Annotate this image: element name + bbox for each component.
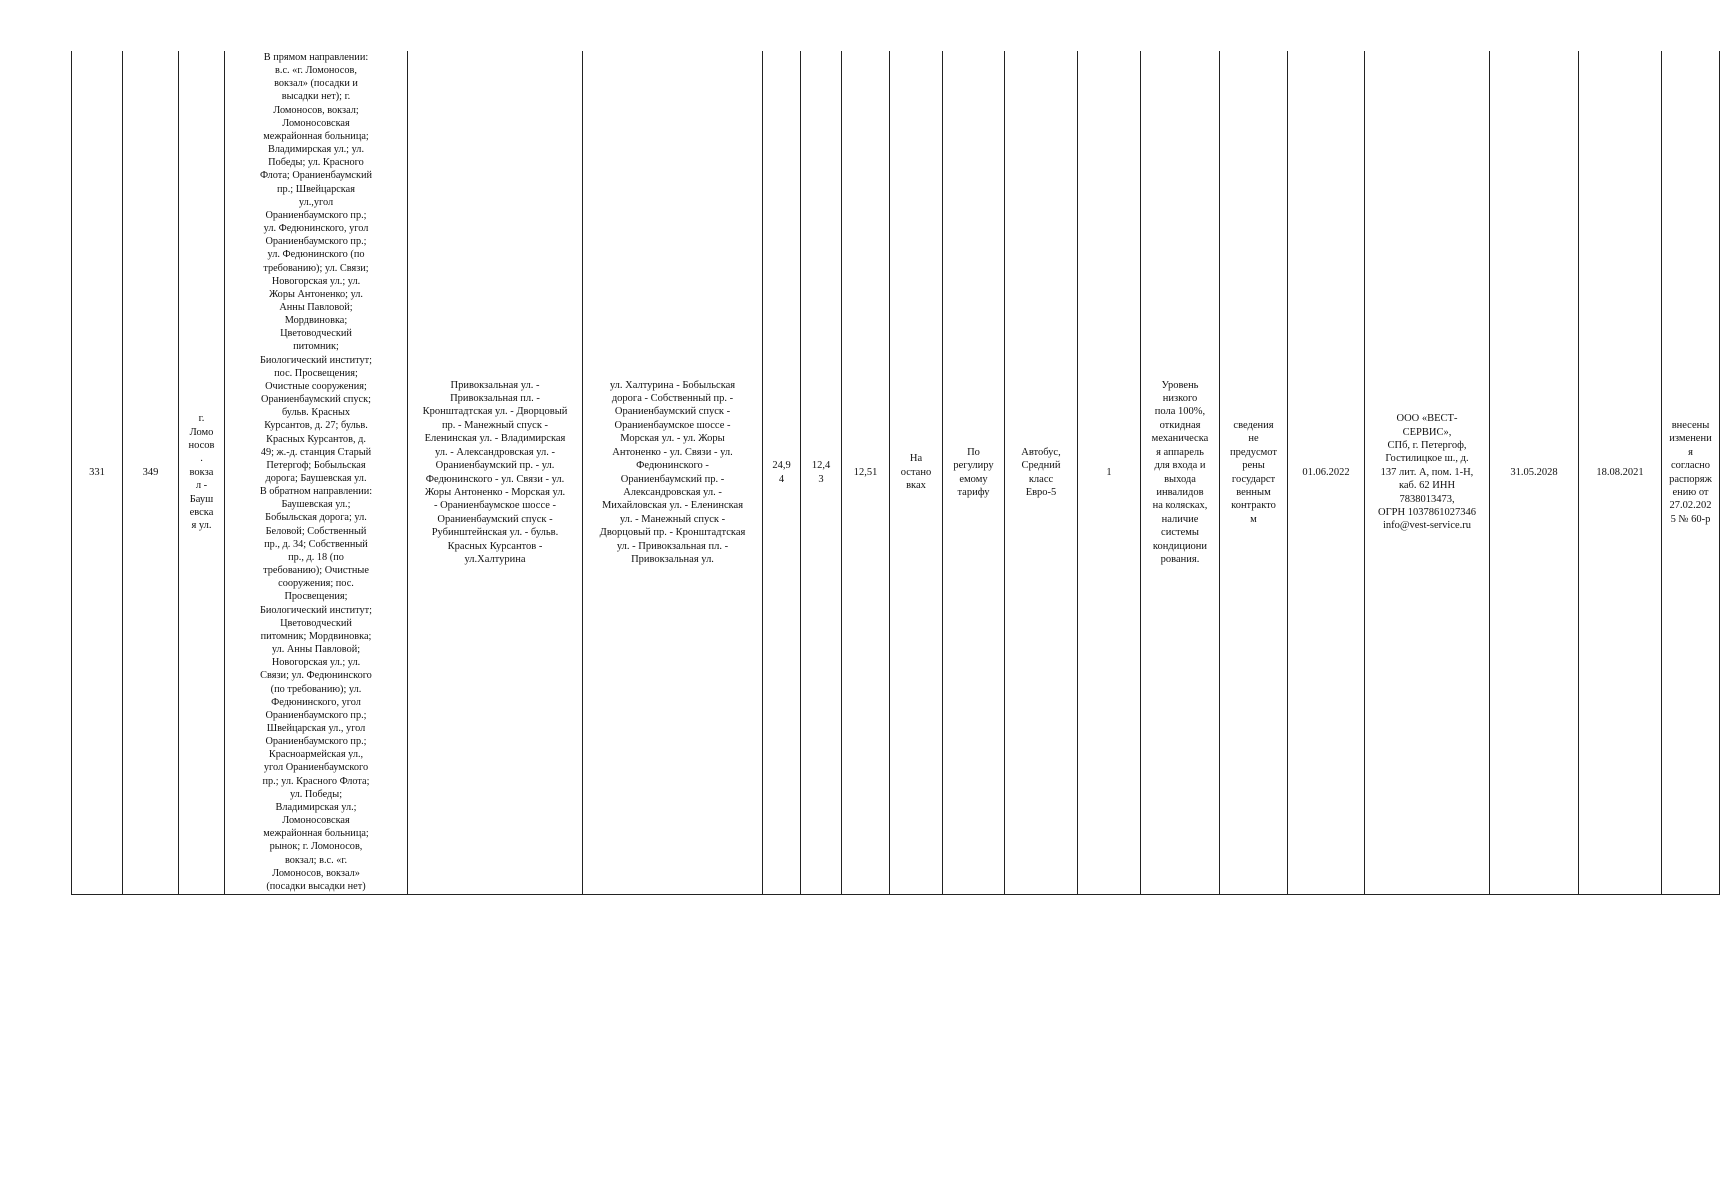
text-line: В обратном направлении: bbox=[259, 486, 373, 498]
text-line: не bbox=[1248, 433, 1259, 445]
text-line: Александровская ул. - bbox=[623, 486, 722, 498]
text-line: Ораниенбаумского пр.; bbox=[265, 236, 367, 248]
text-line: пола 100%, bbox=[1154, 406, 1206, 418]
text-line: пр., д. 18 (по bbox=[288, 551, 344, 563]
route-length-total-cell bbox=[763, 51, 801, 895]
text-line: Михайловская ул. - Еленинская bbox=[601, 500, 744, 512]
text-line: ул. - Александровская ул. - bbox=[434, 446, 556, 458]
text-line: Бобыльская дорога; ул. bbox=[265, 512, 367, 524]
text-line: Автобус, bbox=[1021, 446, 1061, 458]
text-line: кондициони bbox=[1152, 540, 1208, 552]
text-line: питомник; Мордвиновка; bbox=[260, 630, 372, 642]
text-line: Ломоносов, вокзал; bbox=[273, 104, 359, 116]
text-line: Уровень bbox=[1161, 379, 1199, 391]
text-line: класс bbox=[1028, 473, 1054, 485]
end-date-cell: 31.05.2028 bbox=[1490, 51, 1579, 895]
text-line: питомник; bbox=[293, 341, 339, 353]
text-line: Привокзальная ул. bbox=[631, 553, 714, 565]
text-line: Красных Курсантов - bbox=[447, 540, 543, 552]
text-line: По bbox=[967, 446, 980, 458]
text-line: Жоры Антоненко; ул. bbox=[268, 288, 363, 300]
text-line: межрайонная больница; bbox=[263, 130, 369, 142]
text-line: предусмот bbox=[1230, 446, 1277, 458]
text-line: низкого bbox=[1162, 393, 1198, 405]
text-line: Гостилицкое ш., д. bbox=[1385, 453, 1469, 465]
text-line: в.с. «г. Ломоносов, bbox=[275, 65, 357, 77]
carrier-info-cell bbox=[1365, 51, 1490, 895]
text-line: 49; ж.-д. станция Старый bbox=[260, 446, 372, 458]
text-line: Курсантов, д. 27; бульв. bbox=[264, 420, 368, 432]
text-line: Красных Курсантов, д. bbox=[266, 433, 366, 445]
text-line: На bbox=[909, 453, 923, 465]
text-line: 3 bbox=[818, 473, 824, 485]
contract-info-cell bbox=[1220, 51, 1288, 895]
text-line: Ораниенбаумский пр. - bbox=[620, 473, 725, 485]
text-line: Ораниенбаумский спуск - bbox=[437, 513, 553, 525]
text-line: Биологический институт; bbox=[259, 604, 373, 616]
text-line: пр. - Манежный спуск - bbox=[441, 419, 549, 431]
text-line: контракто bbox=[1231, 500, 1276, 512]
text-line: Жоры Антоненко - Морская ул. bbox=[424, 486, 566, 498]
text-line: рены bbox=[1242, 460, 1265, 472]
streets-backward-cell bbox=[583, 51, 763, 895]
certificate-date-cell: 18.08.2021 bbox=[1579, 51, 1662, 895]
text-line: (по требованию); ул. bbox=[270, 683, 362, 695]
text-line: дорога; Баушевская ул. bbox=[265, 473, 367, 484]
text-line: ул. Победы; bbox=[289, 788, 343, 800]
text-line: Швейцарская ул., угол bbox=[266, 722, 366, 734]
text-line: Просвещения; bbox=[284, 591, 348, 603]
text-line: Ораниенбаумское шоссе - bbox=[614, 419, 731, 431]
text-line: СЕРВИС», bbox=[1402, 426, 1452, 438]
text-line: ул. Федюнинского, угол bbox=[263, 223, 369, 235]
text-line: 27.02.202 bbox=[1669, 500, 1712, 512]
text-line: Цветоводческий bbox=[280, 328, 352, 340]
text-line: Новогорская ул.; ул. bbox=[271, 657, 361, 669]
text-line: изменени bbox=[1669, 433, 1712, 445]
vehicle-features-cell bbox=[1141, 51, 1220, 895]
text-line: инвалидов bbox=[1156, 486, 1204, 498]
text-line: Ораниенбаумского пр.; bbox=[265, 209, 367, 221]
text-line: откидная bbox=[1159, 419, 1201, 431]
notes-cell bbox=[1662, 51, 1720, 895]
text-line: дорога - Собственный пр. - bbox=[611, 393, 734, 405]
text-line: ул. Анны Павловой; bbox=[271, 644, 361, 656]
text-line: Кронштадтская ул. - Дворцовый bbox=[422, 406, 568, 418]
text-line: Дворцовый пр. - Кронштадтская bbox=[599, 527, 746, 539]
text-line: (посадки высадки нет) bbox=[266, 880, 366, 892]
text-line: Средний bbox=[1021, 460, 1061, 472]
text-line: info@vest-service.ru bbox=[1382, 520, 1472, 532]
text-line: Ораниенбаумского пр.; bbox=[265, 736, 367, 748]
text-line: требованию); Очистные bbox=[263, 565, 369, 577]
text-line: Петергоф; Бобыльская bbox=[266, 459, 366, 471]
text-line: тарифу bbox=[957, 486, 990, 498]
text-line: пр.; ул. Красного Флота; bbox=[262, 775, 370, 787]
text-line: ООО «ВЕСТ- bbox=[1396, 413, 1458, 425]
stops-list-cell bbox=[225, 51, 408, 895]
text-line: высадки нет); г. bbox=[281, 91, 351, 103]
text-line: Ломоносов, вокзал» bbox=[272, 867, 360, 879]
text-line: для входа и bbox=[1154, 460, 1206, 472]
text-line: Еленинская ул. - Владимирская bbox=[424, 433, 566, 445]
text-line: бульв. Красных bbox=[281, 407, 351, 419]
tariff-type-cell bbox=[943, 51, 1005, 895]
text-line: вокзал; в.с. «г. bbox=[284, 854, 348, 866]
text-line: сведения bbox=[1233, 419, 1274, 431]
text-line: 12,4 bbox=[811, 460, 831, 472]
text-line: государст bbox=[1231, 473, 1276, 485]
text-line: Новогорская ул.; ул. bbox=[271, 275, 361, 287]
text-line: Ораниенбаумского пр.; bbox=[265, 709, 367, 721]
text-line: Ломоносовская bbox=[282, 117, 350, 129]
text-line: 7838013473, bbox=[1399, 493, 1455, 505]
text-line: Федюнинского - ул. Связи - ул. bbox=[425, 473, 565, 485]
text-line: ению от bbox=[1672, 486, 1709, 498]
text-line: Баушевская ул.; bbox=[281, 499, 351, 511]
text-line: наличие bbox=[1161, 513, 1199, 525]
text-line: Владимирская ул.; bbox=[275, 801, 357, 813]
text-line: ОГРН 1037861027346 bbox=[1378, 507, 1476, 519]
text-line: Морская ул. - ул. Жоры bbox=[620, 433, 725, 445]
text-line: вках bbox=[906, 480, 926, 492]
text-line: Ломо bbox=[189, 426, 214, 438]
text-line: Связи; ул. Федюнинского bbox=[260, 670, 372, 682]
text-line: Владимирская ул.; ул. bbox=[267, 144, 365, 156]
text-line: на колясках, bbox=[1152, 500, 1208, 512]
text-line: угол Ораниенбаумского bbox=[263, 762, 369, 774]
text-line: венным bbox=[1236, 486, 1271, 498]
text-line: Анны Павловой; bbox=[279, 301, 353, 313]
text-line: ул. Халтурина - Бобыльская bbox=[609, 379, 736, 391]
text-line: выхода bbox=[1164, 473, 1196, 485]
text-line: Очистные сооружения; bbox=[265, 380, 367, 392]
text-line: носов bbox=[188, 439, 215, 451]
text-line: рынок; г. Ломоносов, bbox=[269, 841, 363, 853]
start-date-cell: 01.06.2022 bbox=[1288, 51, 1365, 895]
route-length-backward-cell: 12,51 bbox=[842, 51, 890, 895]
route-register-table bbox=[71, 51, 1720, 895]
text-line: м bbox=[1250, 513, 1257, 525]
route-name-cell bbox=[179, 51, 225, 895]
text-line: каб. 62 ИНН bbox=[1398, 480, 1456, 492]
text-line: ул. - Манежный спуск - bbox=[619, 513, 726, 525]
text-line: Бауш bbox=[189, 493, 214, 505]
text-line: 4 bbox=[778, 473, 785, 485]
text-line: вокзал» (посадки и bbox=[274, 78, 358, 90]
text-line: ул. - Привокзальная пл. - bbox=[616, 540, 729, 552]
text-line: распоряж bbox=[1669, 473, 1712, 485]
text-line: Ораниенбаумский спуск; bbox=[261, 394, 371, 406]
text-line: Цветоводческий bbox=[280, 617, 352, 629]
text-line: системы bbox=[1161, 527, 1199, 539]
text-line: я ул. bbox=[191, 520, 212, 532]
text-line: Красноармейская ул., bbox=[268, 749, 364, 761]
text-line: Евро-5 bbox=[1025, 486, 1057, 498]
text-line: Беловой; Собственный bbox=[265, 525, 367, 537]
text-line: внесены bbox=[1671, 419, 1710, 431]
text-line: СПб, г. Петергоф, bbox=[1387, 439, 1467, 451]
registration-number-cell: 331 bbox=[72, 51, 123, 895]
text-line: межрайонная больница; bbox=[263, 828, 369, 840]
text-line: Привокзальная ул. - bbox=[450, 379, 540, 391]
text-line: согласно bbox=[1670, 460, 1711, 472]
text-line: емому bbox=[959, 473, 988, 485]
text-line: л - bbox=[195, 480, 208, 492]
table-row bbox=[72, 51, 1720, 895]
text-line: ул.,угол bbox=[298, 196, 334, 208]
text-line: Биологический институт; bbox=[259, 354, 373, 366]
text-line: г. bbox=[198, 413, 205, 425]
text-line: Ораниенбаумский пр. - ул. bbox=[435, 460, 555, 472]
text-line: . bbox=[200, 453, 203, 465]
text-line: Рубинштейнская ул. - бульв. bbox=[431, 527, 559, 539]
text-line: пр., д. 34; Собственный bbox=[264, 538, 368, 550]
route-number-cell: 349 bbox=[123, 51, 179, 895]
text-line: регулиру bbox=[953, 460, 994, 472]
streets-forward-cell bbox=[408, 51, 583, 895]
boarding-procedure-cell bbox=[890, 51, 943, 895]
text-line: Ораниенбаумский спуск - bbox=[614, 406, 731, 418]
text-line: Мордвиновка; bbox=[284, 315, 348, 327]
text-line: 24,9 bbox=[772, 460, 791, 472]
vehicle-count-cell: 1 bbox=[1078, 51, 1141, 895]
text-line: Федюнинского, угол bbox=[271, 696, 361, 708]
text-line: я аппарель bbox=[1156, 446, 1204, 458]
text-line: механическа bbox=[1151, 433, 1209, 445]
text-line: Привокзальная пл. - bbox=[450, 393, 540, 405]
text-line: Антоненко - ул. Связи - ул. bbox=[612, 446, 733, 458]
route-length-forward-cell bbox=[801, 51, 842, 895]
text-line: Победы; ул. Красного bbox=[268, 157, 364, 169]
text-line: рования. bbox=[1160, 553, 1200, 565]
text-line: пос. Просвещения; bbox=[274, 367, 358, 379]
text-line: Ломоносовская bbox=[282, 815, 350, 827]
text-line: ул.Халтурина bbox=[464, 553, 526, 565]
text-line: остано bbox=[900, 466, 932, 478]
text-line: В прямом направлении: bbox=[263, 52, 369, 63]
text-line: Флота; Ораниенбаумский bbox=[259, 170, 373, 182]
text-line: требованию); ул. Связи; bbox=[263, 262, 369, 274]
vehicle-type-cell bbox=[1005, 51, 1078, 895]
text-line: ул. Федюнинского (по bbox=[267, 249, 365, 261]
text-line: 5 № 60-р bbox=[1670, 513, 1711, 525]
text-line: пр.; Швейцарская bbox=[277, 183, 355, 195]
text-line: сооружения; пос. bbox=[278, 578, 354, 590]
text-line: - Ораниенбаумское шоссе - bbox=[433, 500, 557, 512]
text-line: евска bbox=[189, 507, 214, 519]
text-line: Федюнинского - bbox=[636, 460, 709, 472]
text-line: я bbox=[1688, 446, 1693, 458]
text-line: вокза bbox=[189, 466, 214, 478]
text-line: 137 лит. А, пом. 1-Н, bbox=[1380, 466, 1474, 478]
